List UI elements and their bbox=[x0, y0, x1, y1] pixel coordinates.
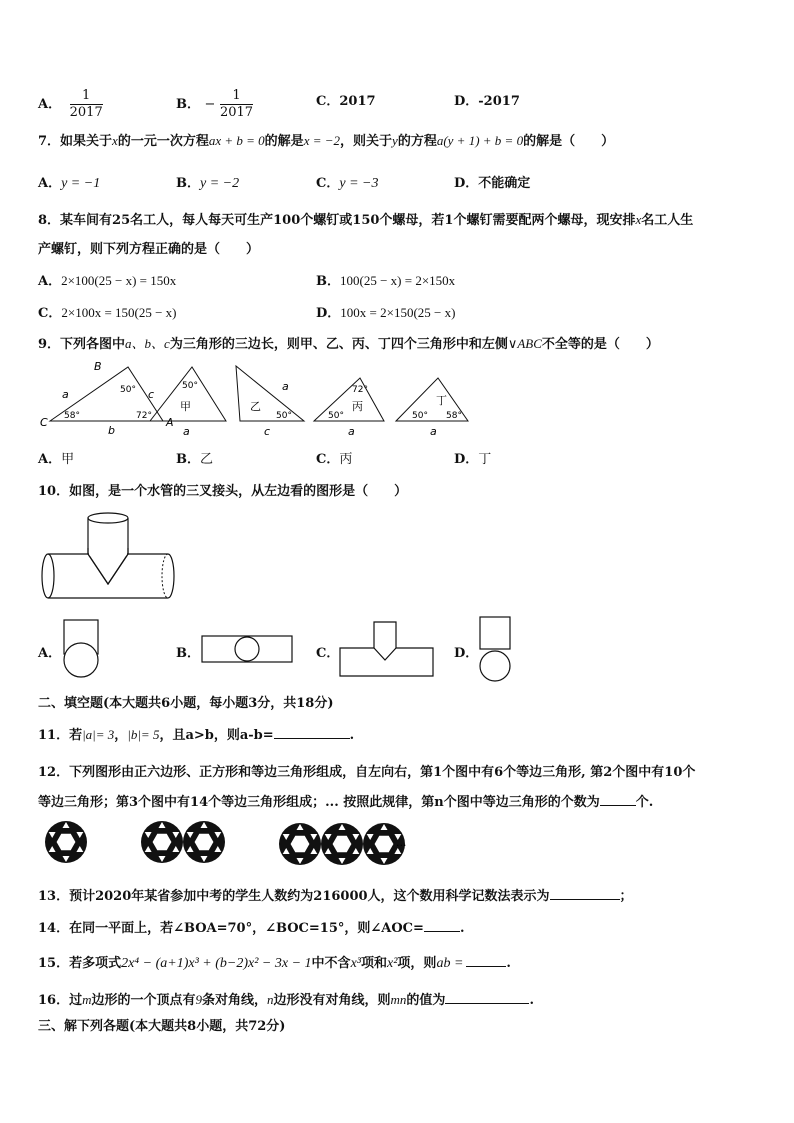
q10-option-a-label: A． bbox=[38, 646, 62, 661]
answer-blank[interactable] bbox=[445, 991, 529, 1004]
bing-angle1-label: 72° bbox=[352, 385, 368, 395]
pattern-unit bbox=[141, 821, 183, 863]
q14 bbox=[38, 917, 464, 936]
pattern-hexagon bbox=[290, 835, 310, 852]
rectangle-shape bbox=[202, 636, 292, 662]
option-label: C． bbox=[316, 176, 340, 191]
q10-option-b-label: B． bbox=[176, 646, 200, 661]
fraction-numerator: 1 bbox=[220, 88, 253, 105]
q15 bbox=[38, 952, 511, 972]
circle-shape bbox=[480, 651, 510, 681]
pattern-hexagon bbox=[374, 835, 394, 852]
q15-term: x³ bbox=[350, 956, 361, 971]
side-b-label: b bbox=[108, 424, 115, 437]
q7-equation: a(y + 1) + b = 0 bbox=[436, 133, 524, 148]
option-text: 2×100(25 − x) = 150x bbox=[61, 273, 177, 288]
q13-text: ； bbox=[619, 889, 633, 904]
option-label: B． bbox=[176, 176, 200, 191]
fraction-denominator: 2017 bbox=[219, 105, 254, 120]
q7-text: 的解是 bbox=[264, 134, 304, 149]
q15-ab: ab = bbox=[436, 956, 464, 971]
answer-blank[interactable] bbox=[274, 726, 350, 739]
q8-text: 8．某车间有25名工人，每人每天可生产100个螺钉或150个螺母，若1个螺钉需要配两个螺母，现安排 bbox=[38, 213, 636, 228]
q13-text: 13．预计2020年某省参加中考的学生人数约为216000人，这个数用科学记数法表示为 bbox=[38, 889, 550, 904]
q12-line1: 12．下列图形由正六边形、正方形和等边三角形组成，自左向右，第1个图中有6个等边三角形, 第2个图中有10个 bbox=[38, 765, 696, 780]
pipe-right-end-hidden bbox=[162, 554, 168, 598]
q14-text: 14．在同一平面上，若∠BOA=70°，∠BOC=15°，则∠AOC= bbox=[38, 921, 424, 936]
q6-option-a bbox=[38, 88, 103, 121]
pattern-unit bbox=[45, 821, 87, 863]
q10-option-d-figure bbox=[476, 614, 516, 684]
q16-text: 条对角线， bbox=[202, 993, 268, 1008]
q7-option-a bbox=[38, 172, 100, 192]
triangle-yi bbox=[236, 366, 304, 438]
option-label: D． bbox=[454, 176, 479, 191]
q9-text: 9．下列各图中 bbox=[38, 337, 126, 352]
q12-line2 bbox=[38, 791, 653, 810]
q8-option-d bbox=[316, 302, 455, 321]
q10-stem: 10．如图，是一个水管的三叉接头，从左边看的图形是（ ） bbox=[38, 484, 408, 499]
ding-angle2-label: 58° bbox=[446, 411, 462, 421]
q9-triangles-figure bbox=[38, 358, 478, 440]
q8-option-b bbox=[316, 270, 455, 289]
pipe-top-end bbox=[88, 513, 128, 523]
option-label: B． bbox=[176, 452, 200, 467]
option-text: 2×100x = 150(25 − x) bbox=[61, 305, 177, 320]
q16-text: 的值为 bbox=[406, 993, 446, 1008]
q8-stem-line2: 产螺钉，则下列方程正确的是（ ） bbox=[38, 242, 260, 257]
pipe-left-end bbox=[42, 554, 54, 598]
vertex-c-label: C bbox=[40, 416, 48, 429]
pattern-hexagon bbox=[194, 833, 214, 850]
jia-name: 甲 bbox=[180, 400, 191, 413]
option-text: y = −3 bbox=[339, 176, 379, 191]
q9-stem bbox=[38, 333, 659, 352]
q8-text: 名工人生 bbox=[641, 213, 694, 228]
yi-side-a-label: a bbox=[282, 380, 289, 393]
option-label: A． bbox=[38, 176, 62, 191]
answer-blank[interactable] bbox=[466, 954, 506, 967]
triangle-abc bbox=[40, 360, 174, 437]
q16-text: 边形没有对角线，则 bbox=[273, 993, 391, 1008]
option-text: 乙 bbox=[200, 452, 214, 467]
q9-option-a bbox=[38, 448, 74, 467]
q7-stem bbox=[38, 130, 614, 149]
fraction-numerator: 1 bbox=[70, 88, 103, 105]
option-label: B． bbox=[316, 274, 340, 289]
circle-shape bbox=[235, 637, 259, 661]
q16-var: mn bbox=[390, 992, 407, 1007]
q12-text: 等边三角形；第3个图中有14个等边三角形组成；... 按照此规律，第n个图中等边三角形的个数为 bbox=[38, 795, 600, 810]
pattern-hexagon bbox=[152, 833, 172, 850]
q15-polynomial: 2x⁴ − (a+1)x³ + (b−2)x² − 3x − 1 bbox=[121, 956, 312, 971]
yi-angle-label: 50° bbox=[276, 411, 292, 421]
q11-text: ，且a>b，则a-b= bbox=[159, 728, 274, 743]
answer-blank[interactable] bbox=[550, 887, 620, 900]
pattern-hexagon bbox=[332, 835, 352, 852]
answer-blank[interactable] bbox=[424, 919, 460, 932]
q8-var: x bbox=[635, 212, 642, 227]
pattern-hexagon bbox=[56, 833, 76, 850]
pattern-unit bbox=[183, 821, 225, 863]
q7-text: 的一元一次方程 bbox=[117, 134, 209, 149]
q7-text: 7．如果关于 bbox=[38, 134, 113, 149]
q9-option-d bbox=[454, 448, 491, 467]
pattern-unit bbox=[321, 823, 363, 865]
triangle-jia bbox=[150, 367, 226, 438]
q7-var: y bbox=[392, 133, 398, 148]
fraction bbox=[70, 88, 103, 121]
q15-text: 中不含 bbox=[311, 956, 351, 971]
section-2-heading: 二、填空题(本大题共6小题，每小题3分，共18分) bbox=[38, 696, 334, 711]
q11-abs-a: |a|= 3 bbox=[82, 727, 115, 742]
q7-option-b bbox=[176, 172, 239, 192]
q13 bbox=[38, 885, 633, 904]
ding-side-label: a bbox=[430, 425, 437, 438]
bing-angle2-label: 50° bbox=[328, 411, 344, 421]
q9-triangle: ∨ABC bbox=[507, 336, 542, 351]
q8-option-c bbox=[38, 302, 177, 321]
q6-option-c bbox=[316, 90, 376, 109]
section-3-heading: 三、解下列各题(本大题共8小题，共72分) bbox=[38, 1019, 286, 1034]
option-label: C． bbox=[316, 452, 340, 467]
pipe-tee-figure bbox=[38, 508, 183, 608]
option-label: A． bbox=[38, 452, 62, 467]
pattern-unit bbox=[279, 823, 321, 865]
pattern-ellipsis: ... bbox=[396, 836, 407, 849]
triangle-yi-shape bbox=[236, 366, 304, 421]
yi-side-c-label: c bbox=[264, 425, 271, 438]
option-text: y = −2 bbox=[200, 176, 240, 191]
q12-text: 个. bbox=[635, 795, 654, 810]
q15-text: 项，则 bbox=[397, 956, 437, 971]
hexagon-pattern-figure bbox=[36, 814, 416, 872]
vertex-a-label: A bbox=[166, 416, 174, 429]
q10-option-b-figure bbox=[200, 634, 295, 664]
q16-text: . bbox=[529, 993, 534, 1008]
q10-option-c-label: C． bbox=[316, 646, 340, 661]
t-joint bbox=[374, 648, 396, 660]
angle-c-label: 58° bbox=[64, 411, 80, 421]
t-shape bbox=[340, 622, 433, 676]
fraction-denominator: 2017 bbox=[69, 105, 103, 120]
q11-text: . bbox=[349, 728, 355, 743]
option-text: 100(25 − x) = 2×150x bbox=[340, 273, 456, 288]
q15-text: 15．若多项式 bbox=[38, 956, 122, 971]
minus-sign: − bbox=[204, 97, 216, 112]
option-text: 2017 bbox=[339, 94, 376, 109]
q7-var: x bbox=[112, 133, 118, 148]
option-text: y = −1 bbox=[61, 176, 101, 191]
triangle-ding bbox=[396, 378, 468, 438]
q10-option-a-figure bbox=[60, 618, 104, 680]
q10-option-c-figure bbox=[338, 620, 438, 678]
q16 bbox=[38, 989, 534, 1008]
q7-solution: x = −2 bbox=[303, 133, 341, 148]
q10-option-d-label: D． bbox=[454, 646, 479, 661]
side-a-label: a bbox=[62, 388, 69, 401]
q11-text: ， bbox=[114, 728, 128, 743]
q11-abs-b: |b|= 5 bbox=[127, 727, 160, 742]
circle-shape bbox=[64, 643, 98, 677]
option-text: 100x = 2×150(25 − x) bbox=[340, 305, 456, 320]
q7-equation: ax + b = 0 bbox=[208, 133, 265, 148]
q6-option-d bbox=[454, 90, 520, 109]
jia-angle-label: 50° bbox=[182, 381, 198, 391]
q9-option-b bbox=[176, 448, 213, 467]
option-label: D． bbox=[454, 94, 479, 109]
option-text: 丁 bbox=[478, 452, 492, 467]
triangle-bing-shape bbox=[314, 378, 384, 421]
bing-side-label: a bbox=[348, 425, 355, 438]
q16-text: 16．过 bbox=[38, 993, 83, 1008]
q7-text: ，则关于 bbox=[340, 134, 393, 149]
option-label: B． bbox=[176, 97, 200, 112]
q11-text: 11．若 bbox=[38, 728, 83, 743]
option-label: D． bbox=[454, 452, 479, 467]
option-label: A． bbox=[38, 274, 62, 289]
answer-blank[interactable] bbox=[600, 793, 636, 806]
joint-mask bbox=[89, 548, 127, 556]
q15-term: x² bbox=[387, 956, 398, 971]
q8-stem-line1 bbox=[38, 209, 693, 228]
jia-side-label: a bbox=[183, 425, 190, 438]
vertex-b-label: B bbox=[94, 360, 102, 373]
q8-option-a bbox=[38, 270, 176, 289]
ding-angle1-label: 50° bbox=[412, 411, 428, 421]
q16-text: 边形的一个顶点有 bbox=[91, 993, 196, 1008]
q9-vars: a、b、c bbox=[125, 336, 170, 351]
q9-text: 为三角形的三边长，则甲、乙、丙、丁四个三角形中和左侧 bbox=[169, 337, 508, 352]
q16-number: 9 bbox=[195, 992, 202, 1007]
option-label: D． bbox=[316, 306, 341, 321]
option-text: -2017 bbox=[478, 94, 520, 109]
q9-text: 不全等的是（ ） bbox=[541, 337, 659, 352]
angle-a-label: 72° bbox=[136, 411, 152, 421]
fraction bbox=[220, 88, 253, 121]
yi-name: 乙 bbox=[250, 400, 261, 413]
q7-text: 的解是（ ） bbox=[523, 134, 615, 149]
q11 bbox=[38, 724, 354, 743]
triangle-bing bbox=[314, 378, 384, 438]
option-label: C． bbox=[316, 94, 340, 109]
square-shape bbox=[480, 617, 510, 649]
q16-var: m bbox=[82, 992, 92, 1007]
q7-text: 的方程 bbox=[397, 134, 437, 149]
q15-text: . bbox=[506, 956, 511, 971]
pipe-right-end bbox=[168, 554, 174, 598]
q15-text: 项和 bbox=[360, 956, 387, 971]
option-text: 甲 bbox=[61, 452, 75, 467]
side-c-label: c bbox=[148, 388, 155, 401]
ding-name: 丁 bbox=[436, 394, 447, 407]
q7-option-c bbox=[316, 172, 378, 192]
option-label: C． bbox=[38, 306, 62, 321]
q16-var: n bbox=[267, 992, 274, 1007]
option-label: A． bbox=[38, 97, 62, 112]
q14-text: . bbox=[459, 921, 465, 936]
q9-option-c bbox=[316, 448, 352, 467]
pipe-joint bbox=[88, 554, 128, 584]
q6-option-b bbox=[176, 88, 253, 121]
bing-name: 丙 bbox=[352, 400, 363, 413]
q7-option-d bbox=[454, 172, 530, 191]
angle-b-label: 50° bbox=[120, 385, 136, 395]
option-text: 丙 bbox=[339, 452, 353, 467]
option-text: 不能确定 bbox=[478, 176, 531, 191]
